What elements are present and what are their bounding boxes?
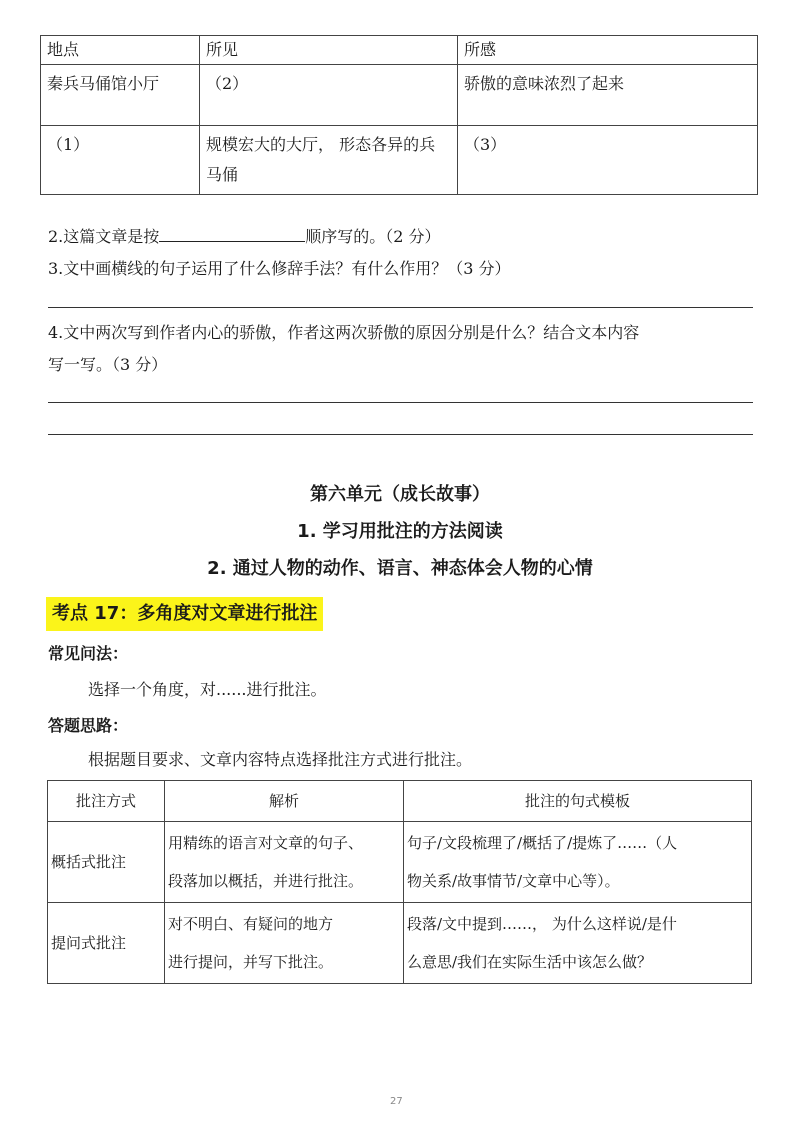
question-4-line-1: 4.文中两次写到作者内心的骄傲，作者这两次骄傲的原因分别是什么？结合文本内容: [48, 323, 640, 342]
cell-seen: （2）: [200, 65, 458, 126]
unit-title: 第六单元（成长故事）: [310, 484, 490, 505]
common-question-label: 常见问法：: [48, 644, 129, 663]
cell-line: 段落加以概括，并进行批注。: [168, 872, 364, 890]
cell-analysis: [165, 822, 404, 903]
table-header-row: [41, 36, 758, 65]
question-2-prefix: 2.这篇文章是按: [48, 227, 160, 246]
table-row: [48, 903, 752, 984]
answer-approach-label: 答题思路：: [48, 716, 129, 735]
cell-analysis: [165, 903, 404, 984]
header-template: 批注的句式模板: [404, 781, 752, 822]
common-question-text: 选择一个角度，对......进行批注。: [88, 680, 327, 699]
cell-line: 用精练的语言对文章的句子、: [168, 834, 364, 852]
cell-method: 提问式批注: [48, 903, 165, 984]
cell-line: 么意思/我们在实际生活中该怎么做？: [407, 953, 653, 971]
cell-line: 进行提问，并写下批注。: [168, 953, 334, 971]
cell-felt: 骄傲的意味浓烈了起来: [458, 65, 758, 126]
header-method: 批注方式: [48, 781, 165, 822]
cell-template: [404, 822, 752, 903]
cell-place: （1）: [41, 126, 200, 195]
answer-approach-text: 根据题目要求、文章内容特点选择批注方式进行批注。: [88, 750, 473, 769]
kaodian-title: 考点 17：多角度对文章进行批注: [46, 597, 323, 631]
cell-line: 段落/文中提到……， 为什么这样说/是什: [407, 915, 677, 933]
cell-place: 秦兵马俑馆小厅: [41, 65, 200, 126]
header-felt: 所感: [458, 36, 758, 65]
table-row: [48, 822, 752, 903]
question-3: 3.文中画横线的句子运用了什么修辞手法？有什么作用？（3 分）: [48, 259, 511, 278]
cell-felt: （3）: [458, 126, 758, 195]
answer-line[interactable]: [48, 307, 753, 308]
annotation-methods-table: [47, 780, 752, 984]
page-number: 27: [390, 1096, 403, 1107]
unit-goal-2: 2. 通过人物的动作、语言、神态体会人物的心情: [207, 558, 593, 579]
observation-table: [40, 35, 758, 195]
cell-seen: 规模宏大的大厅， 形态各异的兵马俑: [200, 126, 458, 195]
cell-line: 句子/文段梳理了/概括了/提炼了……（人: [407, 834, 678, 852]
question-2-suffix: 顺序写的。（2 分）: [305, 227, 441, 246]
answer-line[interactable]: [48, 434, 753, 435]
header-seen: 所见: [200, 36, 458, 65]
header-place: 地点: [41, 36, 200, 65]
question-4-line-2: 写一写。（3 分）: [48, 355, 168, 374]
question-2: [48, 222, 441, 252]
unit-goal-1: 1. 学习用批注的方法阅读: [297, 521, 503, 542]
header-analysis: 解析: [165, 781, 404, 822]
table-row: [41, 126, 758, 195]
table-header-row: [48, 781, 752, 822]
cell-method: 概括式批注: [48, 822, 165, 903]
cell-line: 物关系/故事情节/文章中心等）。: [407, 872, 620, 890]
cell-line: 对不明白、有疑问的地方: [168, 915, 334, 933]
table-row: [41, 65, 758, 126]
answer-blank[interactable]: [159, 223, 305, 242]
answer-line[interactable]: [48, 402, 753, 403]
cell-template: [404, 903, 752, 984]
